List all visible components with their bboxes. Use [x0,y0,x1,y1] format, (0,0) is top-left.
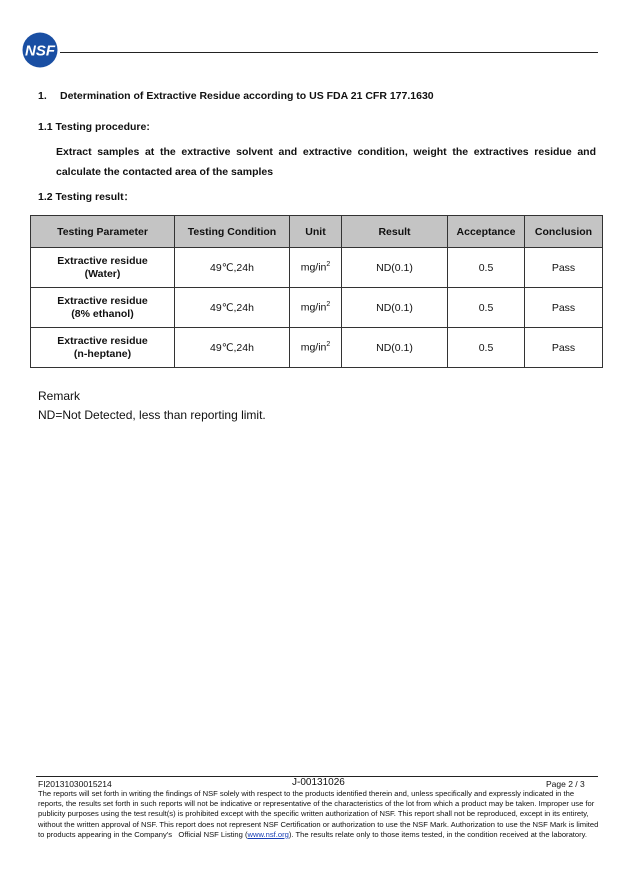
acceptance-cell: 0.5 [448,248,525,288]
remark-text: ND=Not Detected, less than reporting limit. [38,408,266,422]
conclusion-cell: Pass [525,288,603,328]
nsf-website-link[interactable]: www.nsf.org [247,829,289,839]
condition-cell: 49℃,24h [175,328,290,368]
column-header: Unit [290,216,342,248]
footer-job-number: J-00131026 [292,777,345,788]
conclusion-cell: Pass [525,248,603,288]
procedure-line-2: calculate the contacted area of the samples [56,165,274,178]
procedure-heading: 1.1 Testing procedure: [38,121,150,133]
column-header: Testing Parameter [31,216,175,248]
unit-cell: $mg/in^2$ [290,288,342,328]
condition-cell: 49℃,24h [175,248,290,288]
unit-cell: $mg/in^2$ [290,248,342,288]
column-header: Acceptance [448,216,525,248]
nsf-logo [18,32,62,68]
conclusion-cell: Pass [525,328,603,368]
procedure-text [56,143,596,182]
unit-cell: $mg/in^2$ [290,328,342,368]
column-header: Result [342,216,448,248]
results-table [30,215,603,368]
section-title: Determination of Extractive Residue according to US FDA 21 CFR 177.1630 [60,90,434,102]
remark-label: Remark [38,389,81,403]
acceptance-cell: 0.5 [448,288,525,328]
result-cell: ND(0.1) [342,328,448,368]
table-header-row [31,216,603,248]
result-heading: 1.2 Testing result： [38,191,135,203]
parameter-cell: Extractive residue (Water) [31,248,175,288]
table-row [31,328,603,368]
nsf-logo-text: NSF [25,42,55,60]
section-number: 1. [38,90,47,102]
footer-page-number: Page 2 / 3 [546,779,585,789]
table-row [31,288,603,328]
header-divider [60,52,598,53]
acceptance-cell: 0.5 [448,328,525,368]
section-heading [38,90,434,102]
footer-disclaimer: The reports will set forth in writing the findings of NSF solely with respect to the products identified therein and, unless specifically and expressly indicated in the reports, the results set forth in such reports will not be indicative or representative of the characteristics of the lot from which a product may be taken. Improper use for publicity purposes using the test result(s) is prohibited except with the specific written authorization of NSF. This report shall not be reproduced, except in its entirety, without the written approval of NSF. This report does not represent NSF Certification or authorization to use the NSF Mark. Authorization to use the NSF Mark is limited to products appearing in the Company’s Official NSF Listing (www.nsf.org). The results relate only to those items tested, in the condition received at the laboratory. [38,789,599,839]
column-header: Conclusion [525,216,603,248]
footer-report-code: FI20131030015214 [38,779,112,789]
condition-cell: 49℃,24h [175,288,290,328]
result-cell: ND(0.1) [342,248,448,288]
parameter-cell: Extractive residue (n-heptane) [31,328,175,368]
parameter-cell: Extractive residue (8% ethanol) [31,288,175,328]
column-header: Testing Condition [175,216,290,248]
result-cell: ND(0.1) [342,288,448,328]
table-row [31,248,603,288]
procedure-line-1: Extract samples at the extractive solvent and extractive condition, weight the extractives residue and [56,146,596,158]
